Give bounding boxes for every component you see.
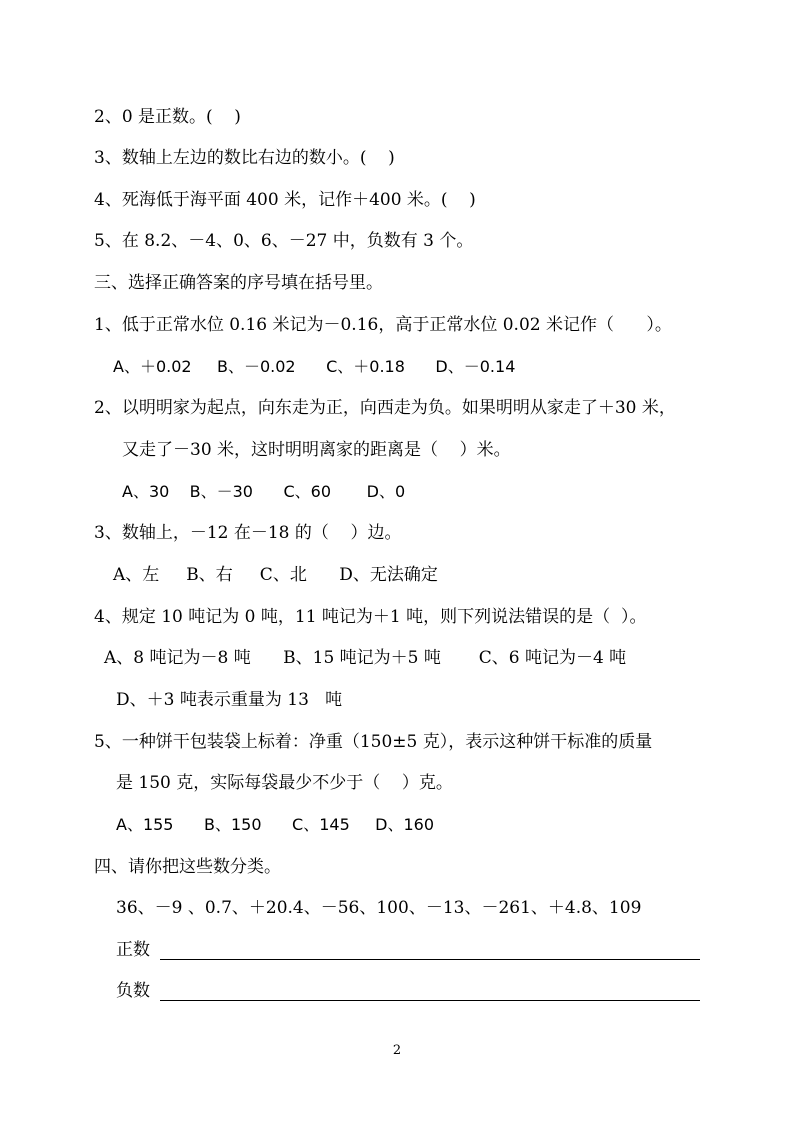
q5-options: A、155 B、150 C、145 D、160 <box>116 815 435 834</box>
negative-answer-line[interactable] <box>160 1000 700 1001</box>
item-dead-sea: 4、死海低于海平面 400 米，记作＋400 米。( ) <box>94 190 476 210</box>
q4-options-line1: A、8 吨记为－8 吨 B、15 吨记为＋5 吨 C、6 吨记为－4 吨 <box>104 648 627 668</box>
q2-options: A、30 B、－30 C、60 D、0 <box>122 482 406 501</box>
q5-stem-line1: 5、一种饼干包装袋上标着：净重（150±5 克），表示这种饼干标准的质量 <box>94 732 653 752</box>
item-negative-count: 5、在 8.2、－4、0、6、－27 中，负数有 3 个。 <box>94 231 474 251</box>
section3-heading: 三、选择正确答案的序号填在括号里。 <box>94 273 383 293</box>
q1-stem: 1、低于正常水位 0.16 米记为－0.16，高于正常水位 0.02 米记作（ ）。 <box>94 315 672 335</box>
q2-stem-line2: 又走了－30 米，这时明明离家的距离是（ ）米。 <box>122 440 511 460</box>
positive-answer-line[interactable] <box>160 959 700 960</box>
number-list: 36、－9 、0.7、＋20.4、－56、100、－13、－261、＋4.8、109 <box>116 898 642 918</box>
positive-label: 正数 <box>116 940 150 960</box>
page-number: 2 <box>392 1043 402 1058</box>
section4-heading: 四、请你把这些数分类。 <box>94 857 281 877</box>
q2-stem-line1: 2、以明明家为起点，向东走为正，向西走为负。如果明明从家走了＋30 米， <box>94 398 676 418</box>
q1-options: A、＋0.02 B、－0.02 C、＋0.18 D、－0.14 <box>113 357 516 376</box>
item-zero-positive: 2、0 是正数。( ) <box>94 107 241 127</box>
negative-label: 负数 <box>116 981 150 1001</box>
q5-stem-line2: 是 150 克，实际每袋最少不少于（ ）克。 <box>116 773 453 793</box>
q4-stem: 4、规定 10 吨记为 0 吨，11 吨记为＋1 吨，则下列说法错误的是（ ）。 <box>94 607 647 627</box>
q3-stem: 3、数轴上，－12 在－18 的（ ）边。 <box>94 523 402 543</box>
item-number-line: 3、数轴上左边的数比右边的数小。( ) <box>94 148 395 168</box>
q4-options-line2: D、＋3 吨表示重量为 13 吨 <box>116 690 343 710</box>
q3-options: A、左 B、右 C、北 D、无法确定 <box>113 565 438 585</box>
